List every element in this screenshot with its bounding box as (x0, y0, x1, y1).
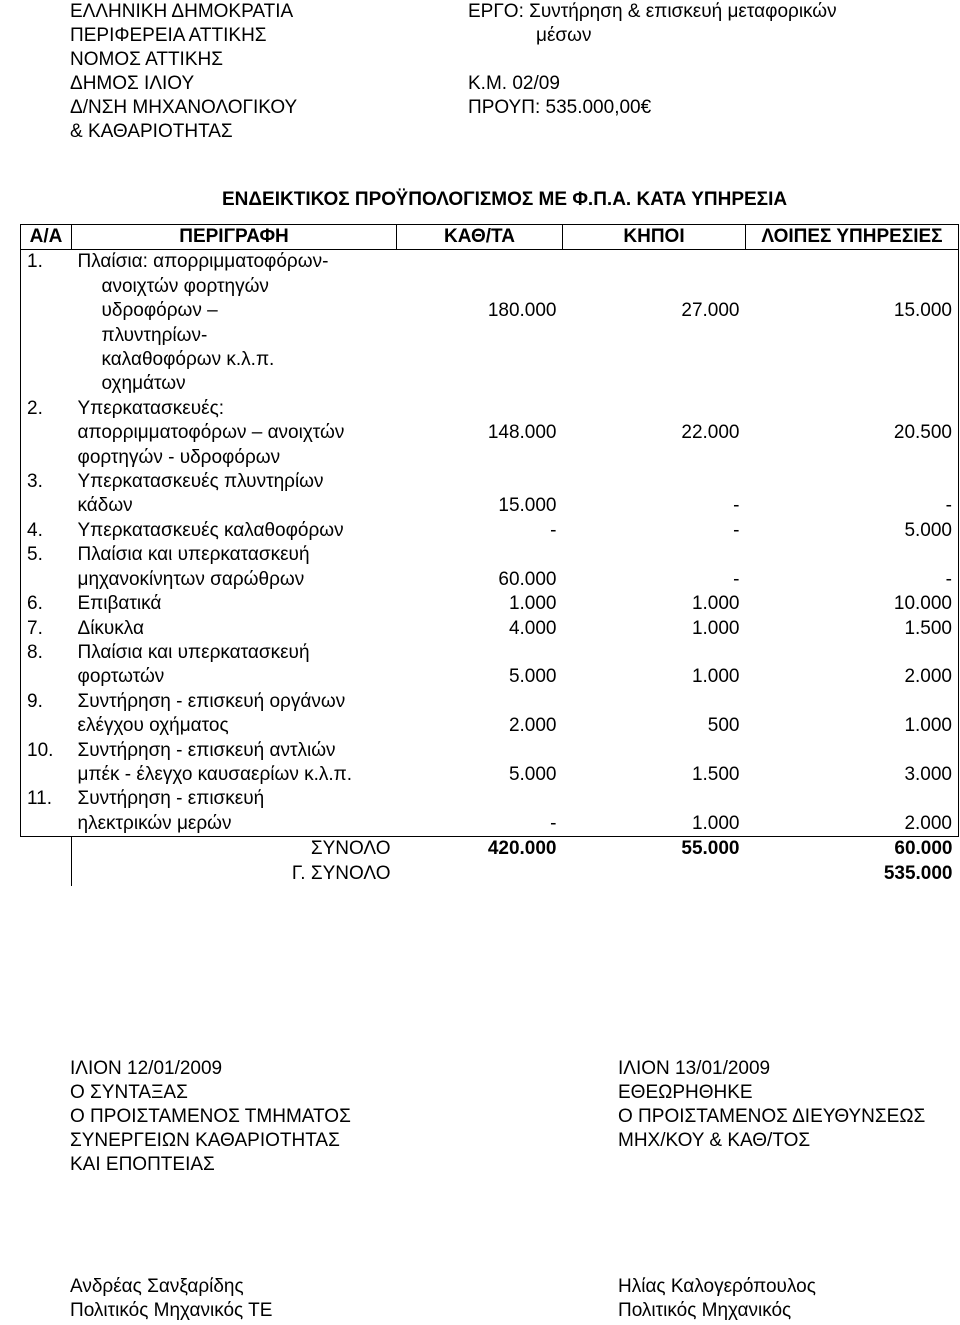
row-kipoi: 27.000 (681, 300, 740, 322)
signatory-left-role: Πολιτικός Μηχανικός ΤΕ (70, 1300, 273, 1321)
table-row (21, 690, 959, 739)
total-spacer (21, 837, 72, 862)
desc-line: φορτηγών - υδροφόρων (77, 446, 281, 468)
col-header-desc: ΠΕΡΙΓΡΑΦΗ (72, 225, 397, 250)
signature-block-right (618, 1057, 925, 1153)
row-kipoi: - (733, 495, 740, 517)
desc-line: Συντήρηση - επισκευή αντλιών (77, 739, 336, 761)
desc-line: Συντήρηση - επισκευή (77, 788, 265, 810)
project-title: ΕΡΓΟ: Συντήρηση & επισκευή μεταφορικών (468, 1, 837, 22)
row-loipes: 1.000 (746, 690, 959, 739)
row-kipoi: 1.000 (691, 617, 740, 639)
total-loipes: 60.000 (894, 838, 953, 860)
row-aa: 10. (21, 739, 72, 788)
row-aa: 3. (21, 470, 72, 519)
sign-right-line: ΕΘΕΩΡΗΘΗΚΕ (618, 1082, 753, 1103)
desc-line: Υπερκατασκευές: (77, 397, 225, 419)
row-loipes: 10.000 (746, 592, 959, 616)
desc-line: ηλεκτρικών μερών (77, 812, 232, 834)
col-header-aa: Α/Α (21, 225, 72, 250)
row-kath: 2.000 (508, 715, 557, 737)
row-kath: 60.000 (498, 568, 557, 590)
row-kipoi: 500 (707, 715, 740, 737)
row-desc (72, 470, 397, 519)
row-loipes: 20.500 (746, 397, 959, 470)
header-left-line: ΠΕΡΙΦΕΡΕΙΑ ΑΤΤΙΚΗΣ (70, 25, 267, 46)
row-desc (72, 250, 397, 397)
row-aa: 7. (21, 617, 72, 641)
row-loipes: 3.000 (746, 739, 959, 788)
sign-left-line: ΙΛΙΟΝ 12/01/2009 (70, 1058, 223, 1079)
table-row (21, 519, 959, 543)
row-kath: 148.000 (487, 421, 557, 443)
sign-left-line: Ο ΣΥΝΤΑΞΑΣ (70, 1082, 188, 1103)
table-header-row (21, 225, 959, 250)
row-kipoi: 1.000 (691, 593, 740, 615)
desc-line: ελέγχου οχήματος (77, 715, 229, 737)
header-left-line: Δ/ΝΣΗ ΜΗΧΑΝΟΛΟΓΙΚΟΥ (70, 97, 298, 118)
desc-line: Επιβατικά (77, 593, 162, 615)
signatory-left (70, 1275, 272, 1323)
row-aa: 8. (21, 641, 72, 690)
row-kath: 4.000 (508, 617, 557, 639)
sign-left-line: ΣΥΝΕΡΓΕΙΩΝ ΚΑΘΑΡΙΟΤΗΤΑΣ (70, 1130, 340, 1151)
header-left-line: ΝΟΜΟΣ ΑΤΤΙΚΗΣ (70, 49, 223, 70)
col-header-kipoi: ΚΗΠΟΙ (563, 225, 746, 250)
signatory-right-name: Ηλίας Καλογερόπουλος (618, 1276, 816, 1297)
row-aa: 9. (21, 690, 72, 739)
row-desc (72, 787, 397, 836)
budget-amount: ΠΡΟΥΠ: 535.000,00€ (468, 97, 652, 118)
row-aa: 2. (21, 397, 72, 470)
estimate-table (20, 224, 959, 886)
signature-block-left (70, 1057, 351, 1177)
row-aa: 11. (21, 787, 72, 836)
table-row (21, 543, 959, 592)
desc-line: Δίκυκλα (77, 617, 144, 639)
row-desc (72, 543, 397, 592)
row-kipoi: 1.500 (691, 763, 740, 785)
row-kath: 1.000 (508, 593, 557, 615)
header-left (70, 0, 297, 144)
grand-total-label: Γ. ΣΥΝΟΛΟ (72, 862, 397, 886)
desc-line: Πλαίσια και υπερκατασκευή (77, 544, 310, 566)
table-row (21, 641, 959, 690)
row-loipes: - (746, 543, 959, 592)
table-row (21, 470, 959, 519)
row-kipoi: 1.000 (691, 666, 740, 688)
total-kipoi: 55.000 (681, 838, 740, 860)
desc-line: οχημάτων (101, 373, 186, 395)
sign-right-line: ΜΗΧ/ΚΟΥ & ΚΑΘ/ΤΟΣ (618, 1130, 811, 1151)
sign-left-line: ΚΑΙ ΕΠΟΠΤΕΙΑΣ (70, 1154, 215, 1175)
table-row (21, 397, 959, 470)
row-aa: 6. (21, 592, 72, 616)
row-kipoi: - (733, 568, 740, 590)
row-loipes: 2.000 (746, 787, 959, 836)
desc-line: Πλαίσια: απορριμματοφόρων- (77, 251, 329, 273)
row-desc (72, 519, 397, 543)
grand-total-spacer (21, 862, 72, 886)
desc-line: μηχανοκίνητων σαρώθρων (77, 568, 305, 590)
row-kipoi: - (733, 519, 740, 541)
table-row (21, 739, 959, 788)
row-desc (72, 690, 397, 739)
row-loipes: 15.000 (746, 250, 959, 397)
desc-line: υδροφόρων – (101, 300, 218, 322)
header-right-blank (468, 48, 837, 72)
page-title: ΕΝΔΕΙΚΤΙΚΟΣ ΠΡΟΫΠΟΛΟΓΙΣΜΟΣ ΜΕ Φ.Π.Α. ΚΑΤΑ ΥΠΗΡΕΣΙΑ (222, 189, 788, 210)
desc-line: Συντήρηση - επισκευή οργάνων (77, 690, 346, 712)
row-kipoi: 1.000 (563, 787, 746, 836)
signatory-right (618, 1275, 816, 1323)
row-kath: - (397, 787, 563, 836)
row-aa: 1. (21, 250, 72, 397)
header-left-line: ΔΗΜΟΣ ΙΛΙΟΥ (70, 73, 195, 94)
row-aa: 4. (21, 519, 72, 543)
row-kath: 180.000 (487, 300, 557, 322)
row-desc (72, 397, 397, 470)
table-row (21, 592, 959, 616)
row-loipes: - (746, 470, 959, 519)
row-desc (72, 641, 397, 690)
col-header-kath: ΚΑΘ/ΤΑ (397, 225, 563, 250)
desc-line: κάδων (77, 495, 133, 517)
table-row (21, 787, 959, 836)
row-aa: 5. (21, 543, 72, 592)
table-row (21, 617, 959, 641)
row-loipes: 1.500 (746, 617, 959, 641)
desc-line: Πλαίσια και υπερκατασκευή (77, 641, 310, 663)
total-row (21, 837, 959, 862)
desc-line: Υπερκατασκευές πλυντηρίων (77, 471, 324, 493)
row-kipoi: 22.000 (681, 421, 740, 443)
header-right (468, 0, 837, 120)
row-desc (72, 592, 397, 616)
grand-total-value: 535.000 (883, 862, 953, 884)
project-title-cont: μέσων (536, 25, 592, 46)
sign-left-line: Ο ΠΡΟΙΣΤΑΜΕΝΟΣ ΤΜΗΜΑΤΟΣ (70, 1106, 351, 1127)
grand-total-row (21, 862, 959, 886)
desc-line: Υπερκατασκευές καλαθοφόρων (77, 519, 344, 541)
signatory-left-name: Ανδρέας Σανξαρίδης (70, 1276, 244, 1297)
row-loipes: 5.000 (746, 519, 959, 543)
desc-line: ανοιχτών φορτηγών (101, 275, 269, 297)
sign-right-line: Ο ΠΡΟΙΣΤΑΜΕΝΟΣ ΔΙΕΥΘΥΝΣΕΩΣ (618, 1106, 926, 1127)
total-label: ΣΥΝΟΛΟ (72, 837, 397, 862)
col-header-loipes: ΛΟΙΠΕΣ ΥΠΗΡΕΣΙΕΣ (746, 225, 959, 250)
budget-code: Κ.Μ. 02/09 (468, 73, 560, 94)
table-row (21, 250, 959, 397)
header-left-line: & ΚΑΘΑΡΙΟΤΗΤΑΣ (70, 121, 233, 142)
row-kath: 5.000 (508, 666, 557, 688)
desc-line: καλαθοφόρων κ.λ.π. (101, 349, 275, 371)
desc-line: πλυντηρίων- (101, 324, 208, 346)
row-kath: - (550, 519, 557, 541)
row-kath: 15.000 (498, 495, 557, 517)
desc-line: φορτωτών (77, 666, 165, 688)
header-left-line: ΕΛΛΗΝΙΚΗ ΔΗΜΟΚΡΑΤΙΑ (70, 1, 294, 22)
desc-line: απορριμματοφόρων – ανοιχτών (77, 422, 345, 444)
row-kath: 5.000 (508, 763, 557, 785)
sign-right-line: ΙΛΙΟΝ 13/01/2009 (618, 1058, 771, 1079)
signatory-right-role: Πολιτικός Μηχανικός (618, 1300, 792, 1321)
row-desc (72, 617, 397, 641)
desc-line: μπέκ - έλεγχο καυσαερίων κ.λ.π. (77, 763, 353, 785)
row-loipes: 2.000 (746, 641, 959, 690)
row-desc (72, 739, 397, 788)
total-kath: 420.000 (487, 838, 557, 860)
